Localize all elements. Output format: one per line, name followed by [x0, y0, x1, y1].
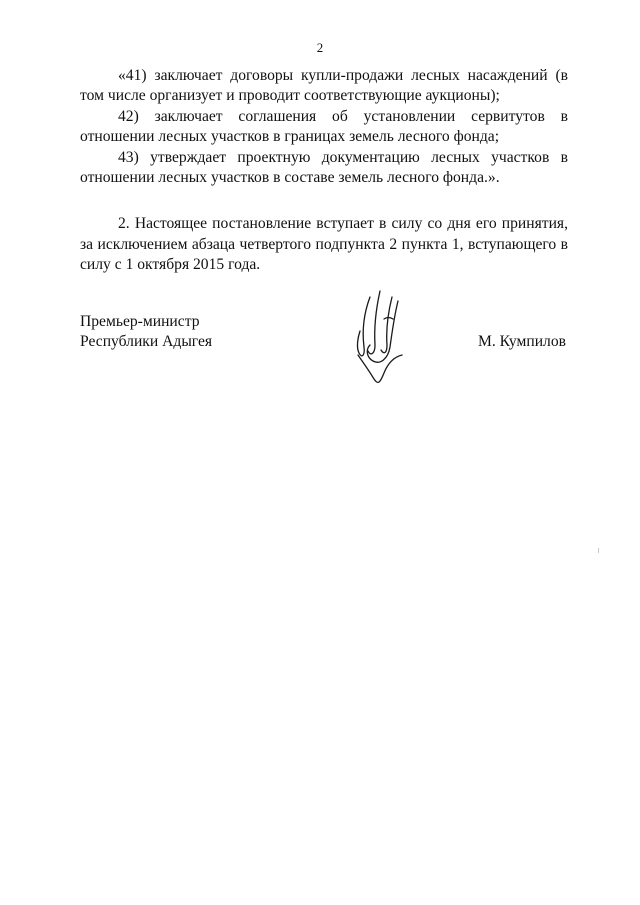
handwritten-signature	[340, 283, 430, 393]
paragraph-item-41: «41) заключает договоры купли-продажи лесных насаждений (в том числе организует и проводит соответствующие аукционы);	[80, 67, 568, 105]
paragraph-item-43: 43) утверждает проектную документацию лесных участков в отношении лесных участков в составе земель лесного фонда.».	[80, 148, 568, 187]
document-body	[80, 66, 568, 276]
scan-speck	[598, 548, 599, 553]
paragraph-effective-date: 2. Настоящее постановление вступает в силу со дня его принятия, за исключением абзаца четвертого подпункта 2 пункта 1, вступающего в силу с 1 октября 2015 года.	[80, 215, 568, 274]
page-number: 2	[316, 40, 324, 55]
signatory-title-line1: Премьер-министр	[80, 313, 200, 330]
signatory-name: М. Кумпилов	[478, 333, 566, 350]
signatory-title	[80, 312, 212, 353]
signatory-title-line2: Республики Адыгея	[80, 333, 213, 351]
paragraph-item-42: 42) заключает соглашения об установлении сервитутов в отношении лесных участков в границах земель лесного фонда;	[80, 107, 568, 146]
